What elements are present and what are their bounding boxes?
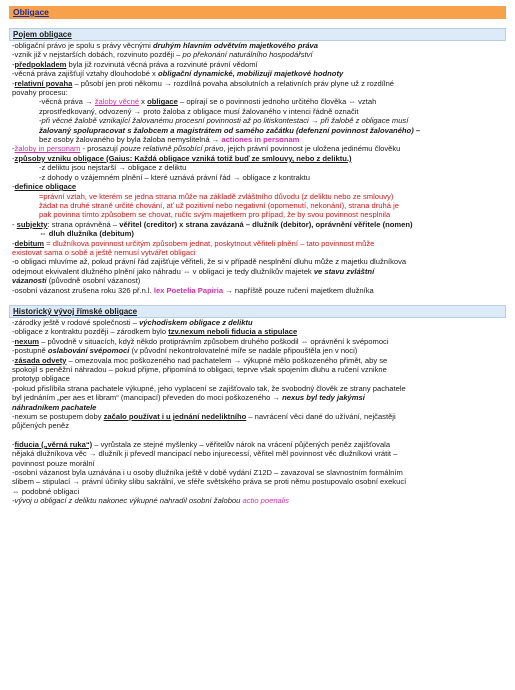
- text-term: subjekty: [16, 219, 48, 229]
- text-term: relativní povaha: [14, 78, 73, 88]
- text-line: zprostředkovaný, odvozený → proto žaloba z obligace musí žalovaného v intenci řádně označit: [39, 106, 359, 116]
- text-line: [9, 50, 506, 59]
- text-line: [9, 144, 506, 153]
- text-pink: žaloby věcné: [94, 97, 140, 107]
- text-term: zásada odvety: [14, 355, 67, 365]
- text: – opírají se o povinnosti jednoho určitého člověka ⇔ vztah: [177, 97, 377, 107]
- text: byl jednáním „per aes et libram“ (mancipací) převeden do moci poškozeného →: [12, 393, 283, 403]
- text-line: ⇔ podobné obligaci: [12, 486, 80, 496]
- text: – navrácení věci dané do užívání, nejčastěji: [246, 412, 396, 422]
- text-term: debitum: [14, 238, 45, 248]
- text-line-red: pak povinna tímto způsobem se chovat, ručíc svým majetkem pro případ, že by svou povinnost nesplnila: [39, 210, 391, 220]
- text-emphasis: východiskem obligace z deliktu: [139, 317, 253, 327]
- text-line: [9, 79, 506, 88]
- text: -: [12, 439, 15, 449]
- text-line: -z deliktu jsou nejstarší → obligace z deliktu: [39, 163, 187, 173]
- text-line: -o obligaci mluvíme až, pokud právní řád zajišťuje věřiteli, že si v případě nesplnění dluhu může z majetku dlužníkova: [12, 257, 407, 267]
- text: – vyrůstala ze stejné myšlenky – věřitelův nárok na vrácení půjčených peněz zajišťovala: [92, 439, 391, 449]
- text: -: [12, 336, 15, 346]
- text: (původně osobní vázanost): [46, 276, 141, 286]
- text-term: předpokladem: [14, 59, 67, 69]
- text-emphasis: obligační dynamické, mobilizují majetkové hodnoty: [157, 69, 344, 79]
- text-bold: věřitel (creditor) x strana zavázaná – dlužník (debitor), oprávnění věřitele (nomen): [119, 219, 413, 229]
- text-line: ⇔ dluh dlužníka (debitum): [39, 229, 134, 239]
- text: - prosazují: [80, 144, 121, 154]
- text-italic: pouze relativně působící právo: [120, 144, 224, 154]
- text-line-red: existovat sama o sobě a ještě nemusí vytvářet obligaci: [12, 247, 196, 257]
- text-line: [9, 239, 506, 248]
- text: -zárodky ještě v rodové společnosti –: [12, 317, 140, 327]
- text-italic: -vývoj u obligací z deliktu nakonec výkupné nahradil osobní žalobou: [12, 496, 243, 506]
- text-line-red: =právní vztah, ve kterém se jedna strana může na základě zvláštního důvodu (z deliktu nebo ze smlouvy): [39, 191, 394, 201]
- text-term: obligace: [147, 97, 178, 107]
- text-line: [9, 286, 506, 295]
- text-line: [9, 276, 506, 285]
- spacer: [9, 431, 506, 440]
- text-emphasis: druhým hlavním odvětvím majetkového práva: [152, 41, 318, 50]
- text: x: [139, 97, 148, 107]
- text: -: [12, 355, 15, 365]
- text-line: [9, 393, 506, 402]
- text: -věcná práva →: [39, 97, 95, 107]
- text-line: [9, 327, 506, 336]
- text-emphasis: vázanosti: [12, 276, 47, 286]
- text-pink: actio poenalis: [242, 496, 289, 506]
- text: -: [12, 238, 15, 248]
- text: (v původní nekontrolovatelné míře se nadále připouštěla jen v noci): [129, 346, 358, 356]
- text-pink: lex Poetelia Papiria: [153, 285, 224, 295]
- section-heading-historicky-vyvoj: Historický vývoj římské obligace: [9, 305, 506, 318]
- text-line: povahy procesu:: [12, 88, 68, 98]
- text-line: [9, 220, 506, 229]
- text-line: [9, 97, 506, 106]
- text-line: půjčených peněz: [12, 421, 69, 431]
- text: , jejich právní povinnost je uložena jedinému člověku: [223, 144, 401, 154]
- text-line: [9, 496, 506, 505]
- text: : strana oprávněná –: [47, 219, 120, 229]
- document-title[interactable]: Obligace: [13, 7, 49, 17]
- text-term: fiducia („věrná ruka“): [14, 439, 93, 449]
- text-line: prototyp obligace: [12, 374, 70, 384]
- text-emphasis: nexus byl tedy jakýmsi: [282, 393, 365, 403]
- text-line: -z dohody o vzájemném plnění – které uznává právní řád → obligace z kontraktu: [39, 172, 310, 182]
- text: -nexum se postupem doby: [12, 412, 104, 422]
- text: -věcná práva zajišťují vztahy dlouhodobé x: [12, 69, 158, 79]
- text-line: náhradníkem pachatele: [12, 402, 97, 412]
- text: -postupně: [12, 346, 48, 356]
- text-term: nexum: [14, 336, 40, 346]
- document-title-bar: [9, 6, 506, 19]
- text-line: [9, 182, 506, 191]
- text: – omezovala moc poškozeného nad pachatelem → výkupné mělo poškozeného přimět, aby se: [66, 355, 388, 365]
- section-heading-pojem-obligace: Pojem obligace: [9, 28, 506, 41]
- text-term: začalo používat i u jednání nedeliktního: [103, 412, 247, 422]
- text-line: [9, 346, 506, 355]
- text-pink: žaloby in personam: [14, 144, 81, 154]
- text-term: způsoby vzniku obligace (Gaius: Každá obligace vzniká totiž buď ze smlouvy, nebo z deliktu.): [14, 153, 352, 163]
- text-line: [9, 412, 506, 421]
- text: – působí jen proti někomu → rozdílná povaha absolutních a relativních práv plyne už z rozdílné: [72, 78, 395, 88]
- text-line: nějaká dlužníkova věc → dlužník ji převedl mancipací nebo injurecessí, věřitel měl povinnost věc dlužníkovi vrátit –: [12, 449, 398, 459]
- text: odejmout ekvivalent dlužného plnění jako náhradu ⇔ v obligaci je tedy dlužníkův majetek: [12, 266, 314, 276]
- text-line: -při věcné žalobě vznikající žalovanému procesní povinnosti až po litiskontestaci → při žalobě z obligace musí: [39, 116, 409, 126]
- text-line-red: žádat na druhé straně určité chování, ať už pozitivní nebo negativní (opomenutí, nekonání), strana druhá je: [39, 200, 399, 210]
- text-line: [9, 154, 506, 163]
- text: byla již rozvinutá věcná práva a rozvinuté právní vědomí: [66, 59, 258, 69]
- text: -obligační právo je spolu s právy věcnými: [12, 41, 153, 50]
- text: -: [12, 153, 15, 163]
- text: -obligace z kontraktu později – zárodkem bylo: [12, 327, 169, 337]
- text-line: slibem – stipulací → právní účinky slibu sakrální, ve sféře světského práva se proti němu postupovalo osobní exekucí: [12, 477, 407, 487]
- text-line: [9, 69, 506, 78]
- text: -: [12, 144, 15, 154]
- text-line: žalovaný spolupracovat s žalobcem a magistrátem od samého začátku (defenzní povinnost žalovaného) –: [39, 125, 421, 135]
- text: -: [12, 182, 15, 192]
- text-line: [9, 356, 506, 365]
- text-line: -osobní vázanost byla uznávána i u osoby dlužníka ještě v době vydání Z12D – zavazoval se slavnostním formálním: [12, 468, 403, 478]
- text-line: [9, 135, 506, 144]
- text-red: = dlužníkova povinnost určitým způsobem jednat, poskytnout věřiteli plnění – tato povinnost může: [44, 238, 375, 248]
- text-line: spokojil s peněžní náhradou – pokud přijme, připomíná to obligaci, teprve však spojením dluhu a ručení vzniknе: [12, 365, 387, 374]
- text: – původně v situacích, když někdo protiprávním způsobem druhého poškodil ⇔ oprávnění k svépomoci: [39, 336, 389, 346]
- text: -osobní vázanost zrušena roku 326 př.n.l.: [12, 285, 154, 295]
- text-emphasis: oslabování svépomoci: [47, 346, 130, 356]
- text-term: tzv.nexum neboli fiducia a stipulace: [168, 327, 298, 337]
- text: -: [12, 78, 15, 88]
- document-page: [9, 0, 506, 506]
- text-line: [9, 60, 506, 69]
- text-line: [9, 41, 506, 50]
- text-emphasis: ve stavu zvláštní: [313, 266, 375, 276]
- text: -: [12, 219, 17, 229]
- text-line: [9, 267, 506, 276]
- text-line: -pokud přislíbila strana pachatele výkupné, jeho vyplacení se zajišťovalo tak, že svobodný člověk ze strany pachatele: [12, 383, 406, 393]
- text-line: [9, 440, 506, 449]
- text: -vznik již v nejstarších dobách, rozvinuto později –: [12, 50, 183, 60]
- text: -: [12, 59, 15, 69]
- text-italic: po překonání naturálního hospodářství: [182, 50, 313, 60]
- text: bez osoby žalovaného by byla žaloba nemyslitelná →: [39, 135, 222, 145]
- text-pink: actiones in personam: [221, 135, 300, 145]
- text-line: povinnost pouze morální: [12, 458, 95, 468]
- text: → napříště pouze ručení majetkem dlužníka: [223, 285, 374, 295]
- text-line: [9, 318, 506, 327]
- text-term: definice obligace: [14, 182, 77, 192]
- text-line: [9, 337, 506, 346]
